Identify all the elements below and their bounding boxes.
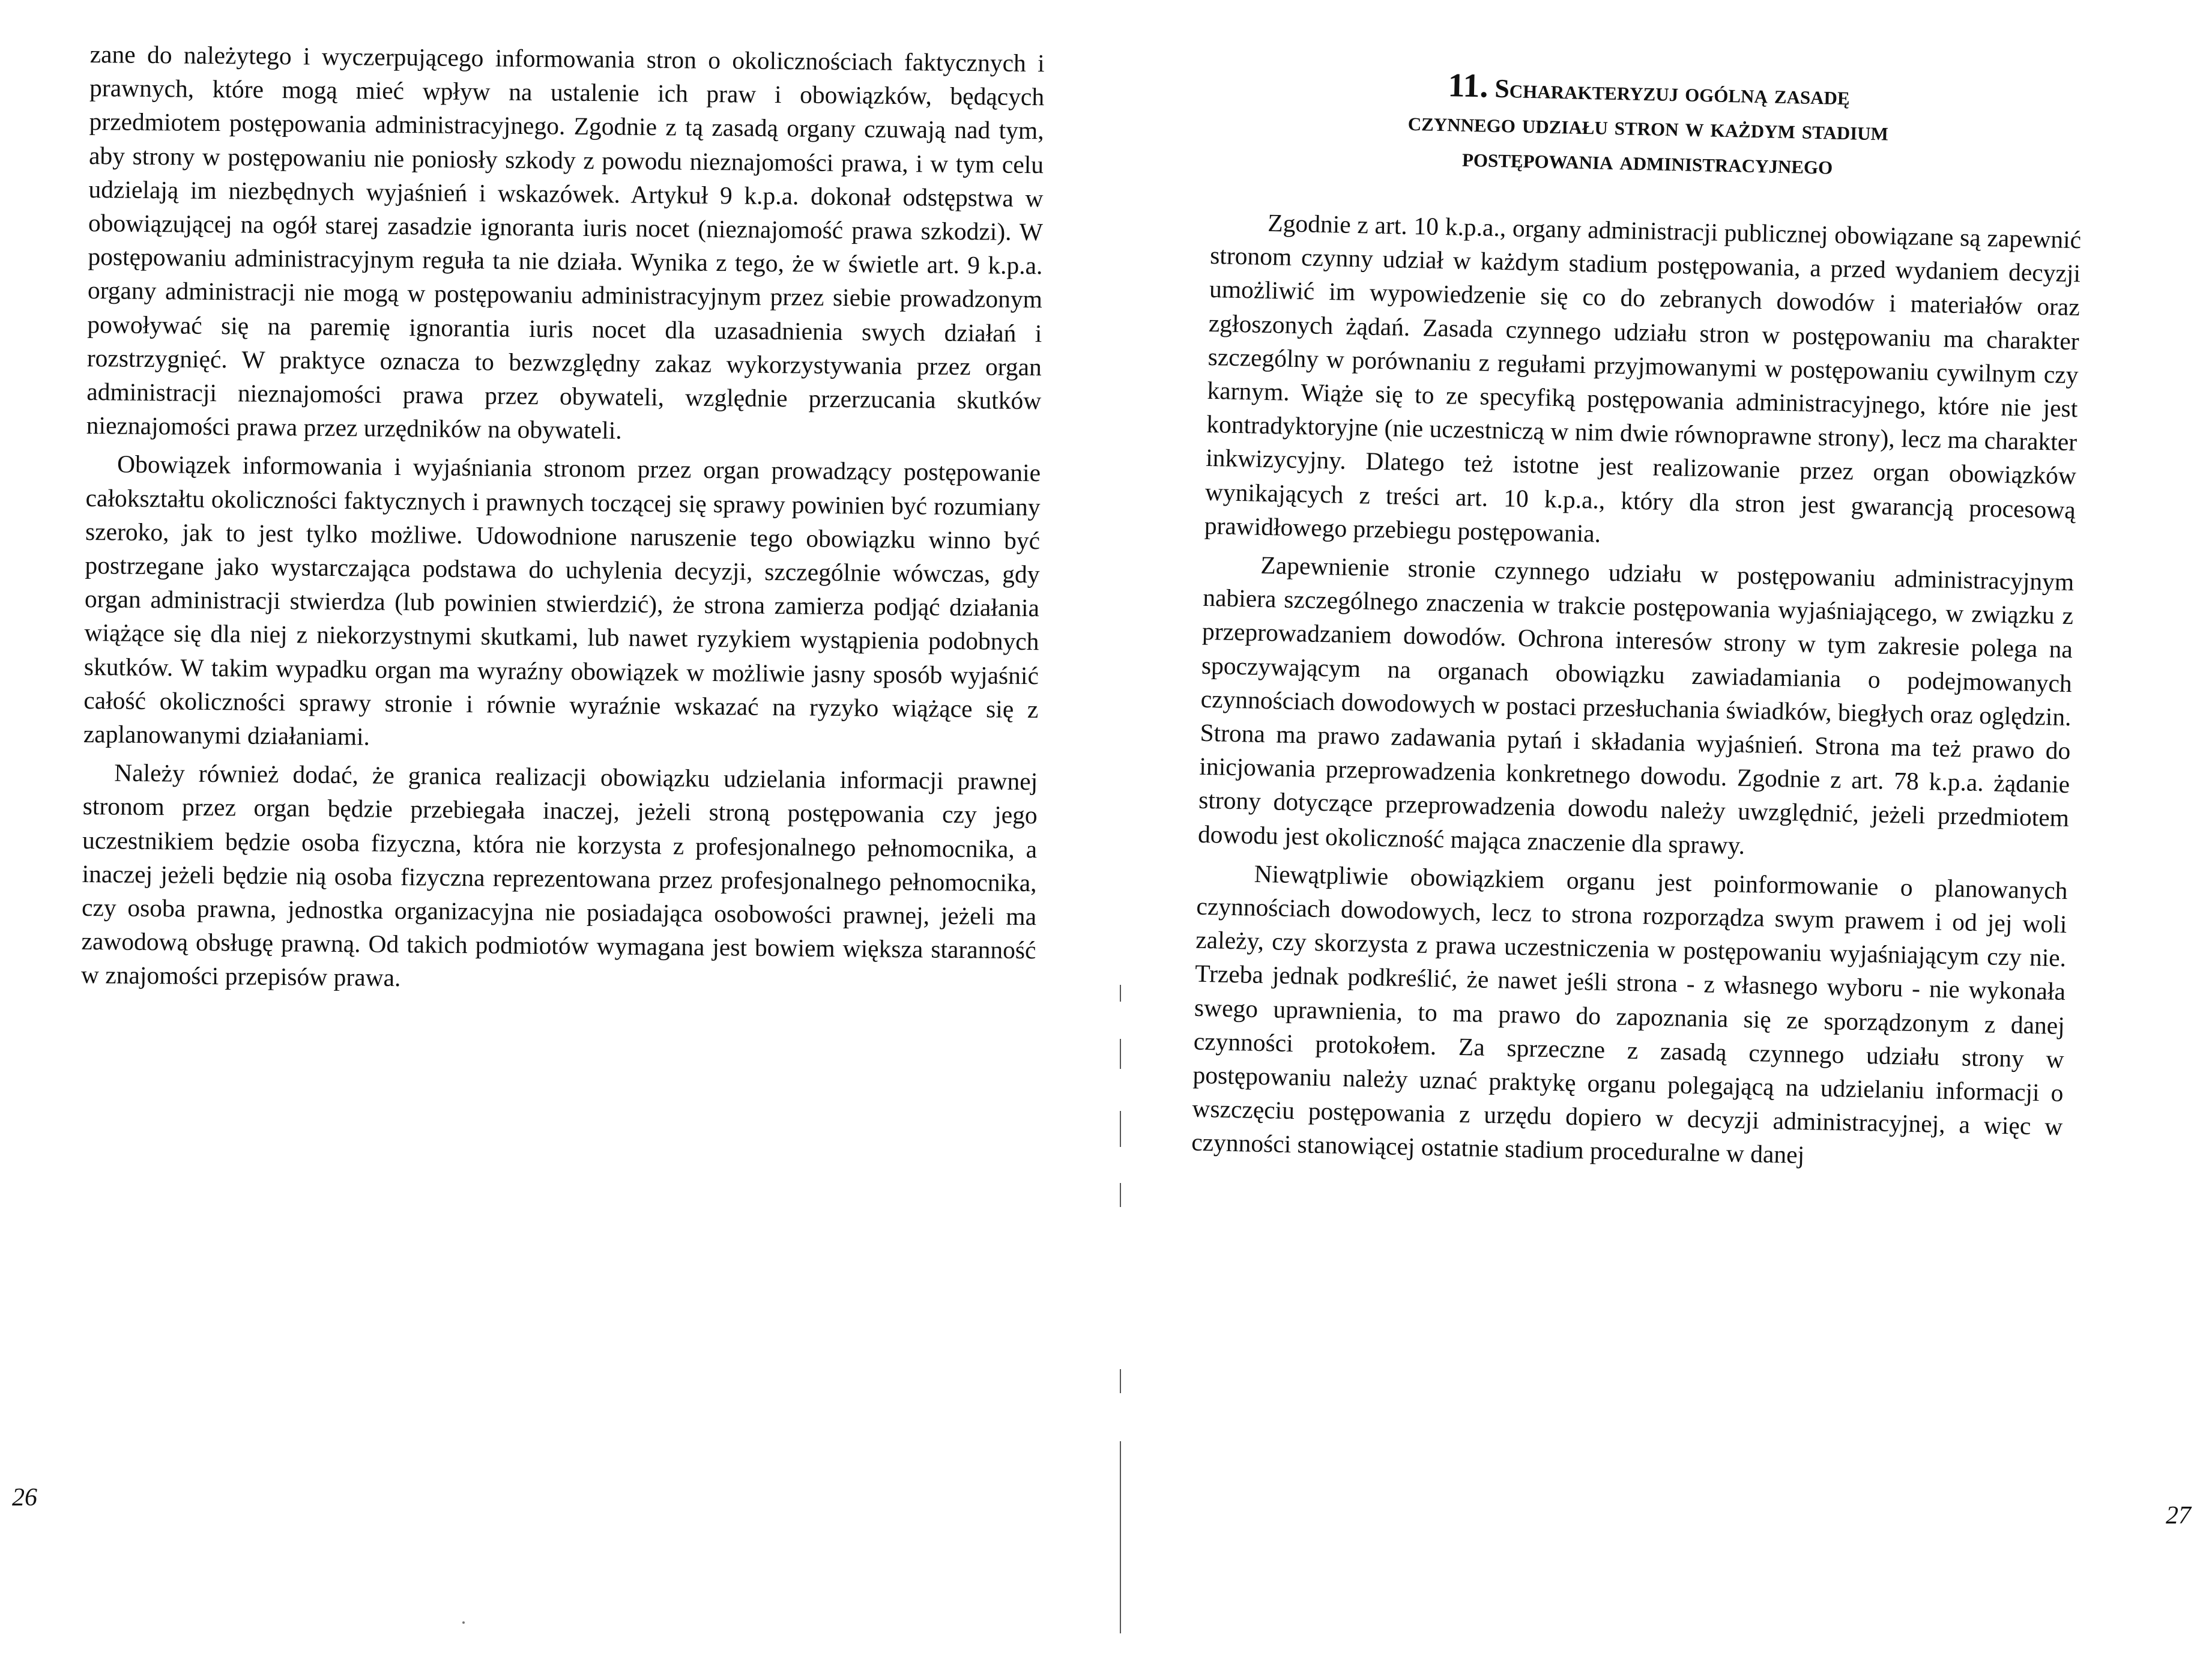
right-page — [1106, 0, 2212, 1661]
heading-line-1: 11. Scharakteryzuj ogólną zasadę — [1447, 67, 1851, 111]
left-text-column — [81, 37, 1045, 1001]
heading-line-3: postępowania administracyjnego — [1461, 142, 1833, 180]
heading-line-2: czynnego udziału stron w każdym stadium — [1407, 106, 1889, 147]
right-paragraph-2: Zapewnienie stronie czynnego udziału w postępowaniu administracyjnym nabiera szczególnego znaczenia w trakcie postępowania wyjaśniającego, w związku z przeprowadzaniem dowodów. Ochrona interesów strony w tym zakresie polega na spoczywającym na organach obowiązku zawiadamiania o podejmowanych czynnościach dowodowych w postaci przesłuchania świadków, biegłych oraz oględzin. Strona ma prawo zadawania pytań i składania wyjaśnień. Strona ma też prawo do inicjowania przeprowadzenia konkretnego dowodu. Zgodnie z art. 78 k.p.a. żądanie strony dotyczące przeprowadzenia dowodu należy uwzględnić, jeżeli przedmiotem dowodu jest okoliczność mająca znaczenie dla sprawy. — [1197, 551, 2075, 859]
right-text-column — [1191, 63, 2085, 1178]
section-heading — [1212, 63, 2084, 188]
left-paragraph-1: zane do należytego i wyczerpującego informowania stron o okolicznościach faktycznych i prawnych, które mogą mieć wpływ na ustalenie ich praw i obowiązków, będących przedmiotem postępowania administracyjnego. Zgodnie z tą zasadą organy czuwają nad tym, aby strony w postępowaniu nie poniosły szkody z powodu nieznajomości prawa, i w tym celu udzielają im niezbędnych wyjaśnień i wskazówek. Artykuł 9 k.p.a. dokonał odstępstwa w obowiązującej na ogół starej zasadzie ignoranta iuris nocet (nieznajomość prawa szkodzi). W postępowaniu administracyjnym reguła ta nie działa. Wynika z tego, że w świetle art. 9 k.p.a. organy administracji nie mogą w postępowaniu administracyjnym przez siebie prowadzonym powoływać się na paremię ignorantia iuris nocet dla uzasadnienia swych działań i rozstrzygnięć. W praktyce oznacza to bezwzględny zakaz wykorzystywania przez organ administracji nieznajomości prawa przez obywateli, względnie przerzucania skutków nieznajomości prawa przez urzędników na obywateli. — [86, 40, 1045, 444]
left-paragraph-2: Obowiązek informowania i wyjaśniania stronom przez organ prowadzący postępowanie całokształtu okoliczności faktycznych i prawnych toczącej się sprawy powinien być rozumiany szeroko, jak to jest tylko możliwe. Udowodnione naruszenie tego obowiązku winno być postrzegane jako wystarczająca podstawa do uchylenia decyzji, szczególnie wówczas, gdy organ administracji stwierdza (lub powinien stwierdzić), że strona zamierza podjąć działania wiążące się dla niej z niekorzystnymi skutkami, lub nawet ryzykiem wystąpienia podobnych skutków. W takim wypadku organ ma wyraźny obowiązek w możliwie jasny sposób wyjaśnić całość okoliczności sprawy stronie i równie wyraźnie wskazać na ryzyko wiążące się z zaplanowanymi działaniami. — [83, 450, 1041, 751]
right-paragraph-3: Niewątpliwie obowiązkiem organu jest poinformowanie o planowanych czynnościach dowodowych, lecz to strona rozporządza swym prawem i od jej woli zależy, czy skorzysta z prawa uczestniczenia w postępowaniu wyjaśniającym czy nie. Trzeba jednak podkreślić, że nawet jeśli strona - z własnego wyboru - nie wykonała swego uprawnienia, to ma prawo do zapoznania się ze sporządzonym z danej czynności protokołem. Za sprzeczne z zasadą czynnego udziału strony w postępowaniu należy uznać praktykę organu polegającą na udzielaniu informacji o wszczęciu postępowania z urzędu dopiero w decyzji administracyjnej, a więc w czynności stanowiącej ostatnie stadium proceduralne w danej — [1191, 859, 2068, 1169]
right-paragraph-1: Zgodnie z art. 10 k.p.a., organy administracji publicznej obowiązane są zapewnić stronom czynny udział w każdym stadium postępowania, a przed wydaniem decyzji umożliwić im wypowiedzenie się co do zebranych dowodów i materiałów oraz zgłoszonych żądań. Zasada czynnego udziału stron w postępowaniu ma charakter szczególny w porównaniu z regułami przyjmowanymi w postępowaniu cywilnym czy karnym. Wiąże się to ze specyfiką postępowania administracyjnego, które nie jest kontradyktoryjne (nie uczestniczą w nim dwie równoprawne strony), lecz ma charakter inkwizycyjny. Dlatego też istotne jest realizowanie przez organ obowiązków wynikających z treści art. 10 k.p.a., który dla stron jest gwarancją procesową prawidłowego przebiegu postępowania. — [1204, 208, 2082, 548]
left-page-number: 26 — [12, 1484, 37, 1511]
left-paragraph-3: Należy również dodać, że granica realizacji obowiązku udzielania informacji prawnej stronom przez organ będzie przebiegała inaczej, jeżeli stroną postępowania czy jego uczestnikiem będzie osoba fizyczna, która nie korzysta z profesjonalnego pełnomocnika, a inaczej jeżeli będzie nią osoba fizyczna reprezentowana przez profesjonalnego pełnomocnika, czy osoba prawna, jednostka organizacyjna nie posiadająca osobowości prawnej, jeżeli ma zawodową obsługę prawną. Od takich podmiotów wymagana jest bowiem większa staranność w znajomości przepisów prawa. — [80, 758, 1038, 992]
right-page-number: 27 — [2166, 1502, 2191, 1529]
heading-number: 11. — [1447, 67, 1489, 105]
scan-speck — [462, 1621, 465, 1624]
